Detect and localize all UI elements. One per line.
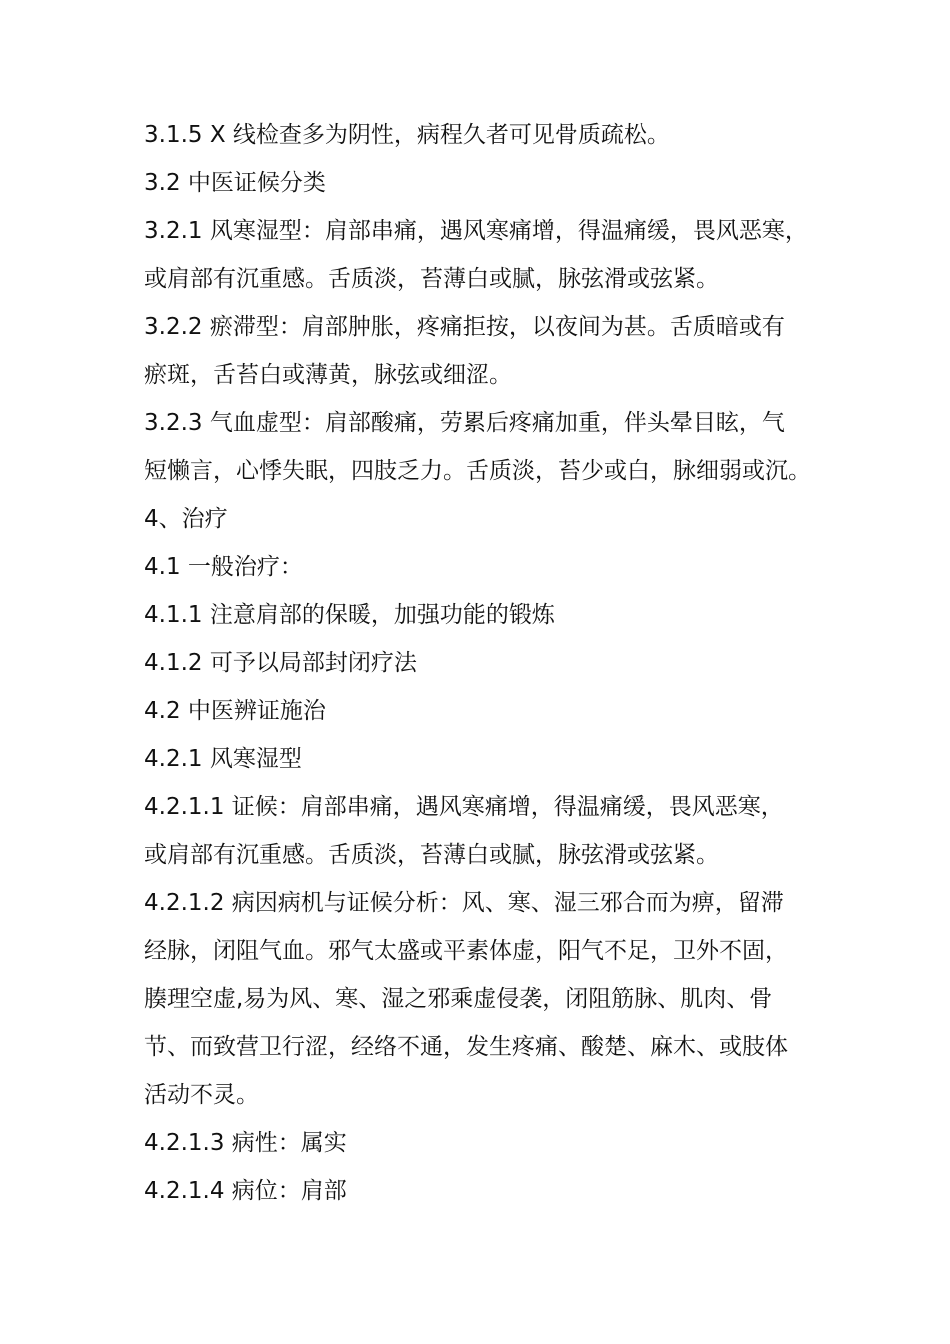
section-heading: 4、治疗 bbox=[144, 506, 228, 532]
section-heading: 4.2 中医辨证施治 bbox=[144, 698, 326, 724]
text-line: 腠理空虚,易为风、寒、湿之邪乘虚侵袭，闭阻筋脉、肌肉、骨 bbox=[144, 986, 773, 1012]
text-line: 3.2.3 气血虚型：肩部酸痛，劳累后疼痛加重，伴头晕目眩，气 bbox=[144, 410, 785, 436]
text-line: 短懒言，心悸失眠，四肢乏力。舌质淡，苔少或白，脉细弱或沉。 bbox=[144, 458, 811, 484]
document-body bbox=[144, 111, 816, 1215]
section-heading: 4.1 一般治疗： bbox=[144, 554, 303, 580]
text-line: 瘀斑，舌苔白或薄黄，脉弦或细涩。 bbox=[144, 362, 512, 388]
text-line: 4.2.1.4 病位：肩部 bbox=[144, 1178, 347, 1204]
text-line: 4.1.1 注意肩部的保暖，加强功能的锻炼 bbox=[144, 602, 555, 628]
text-line: 或肩部有沉重感。舌质淡，苔薄白或腻，脉弦滑或弦紧。 bbox=[144, 842, 719, 868]
section-heading: 3.2 中医证候分类 bbox=[144, 170, 326, 196]
text-line: 经脉，闭阻气血。邪气太盛或平素体虚，阳气不足，卫外不固， bbox=[144, 938, 788, 964]
text-line: 4.1.2 可予以局部封闭疗法 bbox=[144, 650, 417, 676]
text-line: 4.2.1.2 病因病机与证候分析：风、寒、湿三邪合而为痹，留滞 bbox=[144, 890, 784, 916]
text-line: 3.1.5 X 线检查多为阴性，病程久者可见骨质疏松。 bbox=[144, 122, 670, 148]
text-line: 节、而致营卫行涩，经络不通，发生疼痛、酸楚、麻木、或肢体 bbox=[144, 1034, 788, 1060]
text-line: 4.2.1.1 证候：肩部串痛，遇风寒痛增，得温痛缓，畏风恶寒， bbox=[144, 794, 784, 820]
section-heading: 4.2.1 风寒湿型 bbox=[144, 746, 302, 772]
text-line: 活动不灵。 bbox=[144, 1082, 259, 1108]
text-line: 4.2.1.3 病性：属实 bbox=[144, 1130, 347, 1156]
text-line: 3.2.2 瘀滞型：肩部肿胀，疼痛拒按，以夜间为甚。舌质暗或有 bbox=[144, 314, 785, 340]
text-line: 或肩部有沉重感。舌质淡，苔薄白或腻，脉弦滑或弦紧。 bbox=[144, 266, 719, 292]
text-line: 3.2.1 风寒湿型：肩部串痛，遇风寒痛增，得温痛缓，畏风恶寒， bbox=[144, 218, 808, 244]
